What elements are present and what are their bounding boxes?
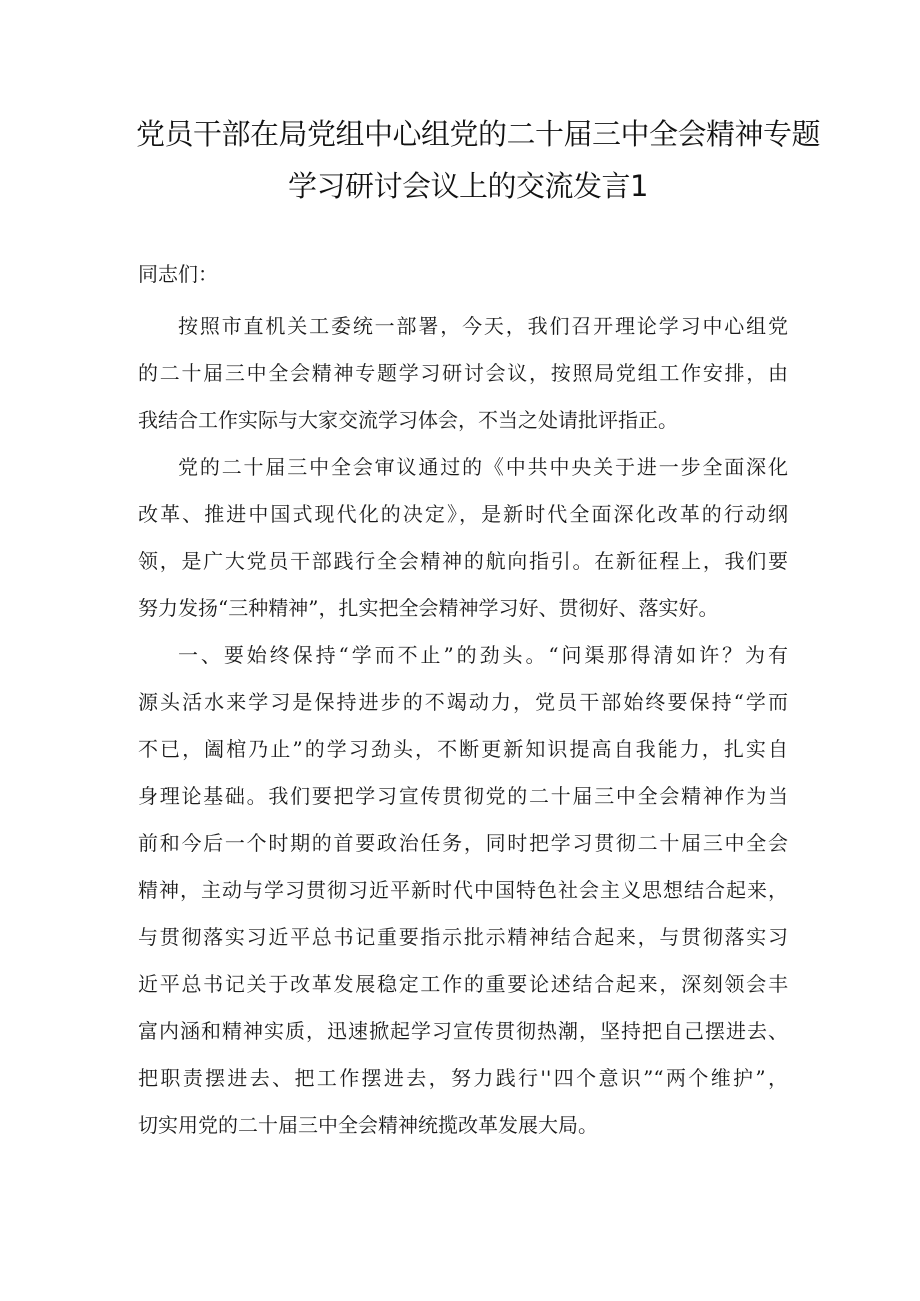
document-title-line-2: 学习研讨会议上的交流发言1 (288, 169, 648, 203)
paragraph-3-line-5: 前和今后一个时期的首要政治任务，同时把学习贯彻二十届三中全会 (138, 831, 788, 855)
paragraph-2-line-3: 领，是广大党员干部践行全会精神的航向指引。在新征程上，我们要 (138, 549, 788, 573)
paragraph-3-line-1: 一、要始终保持“学而不止”的劲头。“问渠那得清如许？为有 (178, 643, 788, 667)
paragraph-3-line-2: 源头活水来学习是保持进步的不竭动力，党员干部始终要保持“学而 (138, 690, 788, 714)
paragraph-2-line-4: 努力发扬“三种精神”，扎实把全会精神学习好、贯彻好、落实好。 (138, 596, 719, 620)
paragraph-2-line-2: 改革、推进中国式现代化的决定》，是新时代全面深化改革的行动纲 (138, 502, 788, 526)
paragraph-1-line-2: 的二十届三中全会精神专题学习研讨会议，按照局党组工作安排，由 (138, 361, 788, 385)
paragraph-2-line-1: 党的二十届三中全会审议通过的《中共中央关于进一步全面深化 (178, 455, 788, 479)
paragraph-3-line-6: 精神，主动与学习贯彻习近平新时代中国特色社会主义思想结合起来， (138, 878, 788, 902)
paragraph-3-line-9: 富内涵和精神实质，迅速掀起学习宣传贯彻热潮，坚持把自己摆进去、 (138, 1019, 788, 1043)
paragraph-3-line-10: 把职责摆进去、把工作摆进去，努力践行''四个意识”“两个维护”， (138, 1066, 788, 1090)
paragraph-3-line-4: 身理论基础。我们要把学习宣传贯彻党的二十届三中全会精神作为当 (138, 784, 788, 808)
paragraph-3-line-7: 与贯彻落实习近平总书记重要指示批示精神结合起来，与贯彻落实习 (138, 925, 788, 949)
paragraph-3-line-8: 近平总书记关于改革发展稳定工作的重要论述结合起来，深刻领会丰 (138, 972, 788, 996)
salutation: 同志们： (138, 262, 218, 286)
document-title-line-1: 党员干部在局党组中心组党的二十届三中全会精神专题 (136, 117, 821, 151)
paragraph-1-line-3: 我结合工作实际与大家交流学习体会，不当之处请批评指正。 (138, 408, 678, 432)
paragraph-3-line-3: 不已，阖棺乃止”的学习劲头，不断更新知识提高自我能力，扎实自 (138, 737, 788, 761)
paragraph-3-line-11: 切实用党的二十届三中全会精神统揽改革发展大局。 (138, 1113, 598, 1137)
paragraph-1-line-1: 按照市直机关工委统一部署，今天，我们召开理论学习中心组党 (178, 314, 788, 338)
